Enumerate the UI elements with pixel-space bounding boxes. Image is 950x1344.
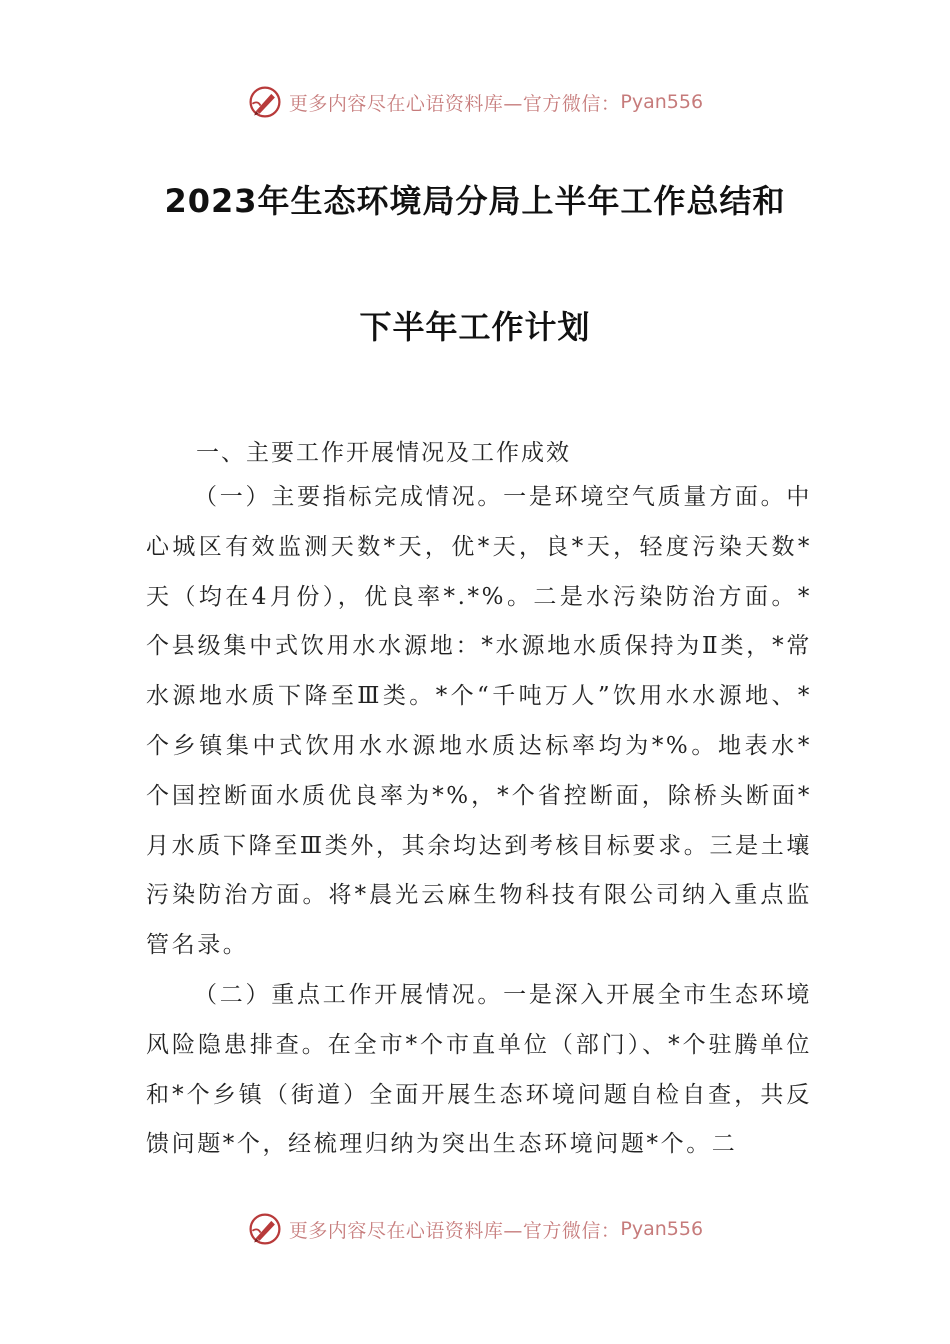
document-title-line2: 下半年工作计划 — [359, 308, 591, 346]
pen-logo-icon — [247, 1211, 283, 1247]
document-title-line1: 2023年生态环境局分局上半年工作总结和 — [164, 182, 786, 220]
pen-logo-icon — [247, 84, 283, 120]
watermark-text: 更多内容尽在心语资料库—官方微信： — [288, 1219, 621, 1242]
watermark-text: 更多内容尽在心语资料库—官方微信： — [288, 92, 621, 115]
watermark-header — [0, 82, 950, 122]
section-heading: 一、主要工作开展情况及工作成效 — [196, 440, 571, 466]
watermark-wechat-id: Pyan556 — [620, 1218, 704, 1240]
watermark-footer — [0, 1209, 950, 1249]
watermark-wechat-id: Pyan556 — [620, 91, 704, 113]
paragraph-key-work: （二）重点工作开展情况。一是深入开展全市生态环境风险隐患排查。在全市*个市直单位（部门）、*个驻腾单位和*个乡镇（街道）全面开展生态环境问题自检自查，共反馈问题*个，经梳理归纳为突出生态环境问题*个。二 — [146, 982, 812, 1158]
paragraph-main-indicators: （一）主要指标完成情况。一是环境空气质量方面。中心城区有效监测天数*天，优*天，良*天，轻度污染天数*天（均在4月份），优良率*.*%。二是水污染防治方面。*个县级集中式饮用水水源地：*水源地水质保持为Ⅱ类，*常水源地水质下降至Ⅲ类。*个“千吨万人”饮用水水源地、*个乡镇集中式饮用水水源地水质达标率均为*%。地表水*个国控断面水质优良率为*%，*个省控断面，除桥头断面*月水质下降至Ⅲ类外，其余均达到考核目标要求。三是土壤污染防治方面。将*晨光云麻生物科技有限公司纳入重点监管名录。 — [146, 484, 812, 959]
